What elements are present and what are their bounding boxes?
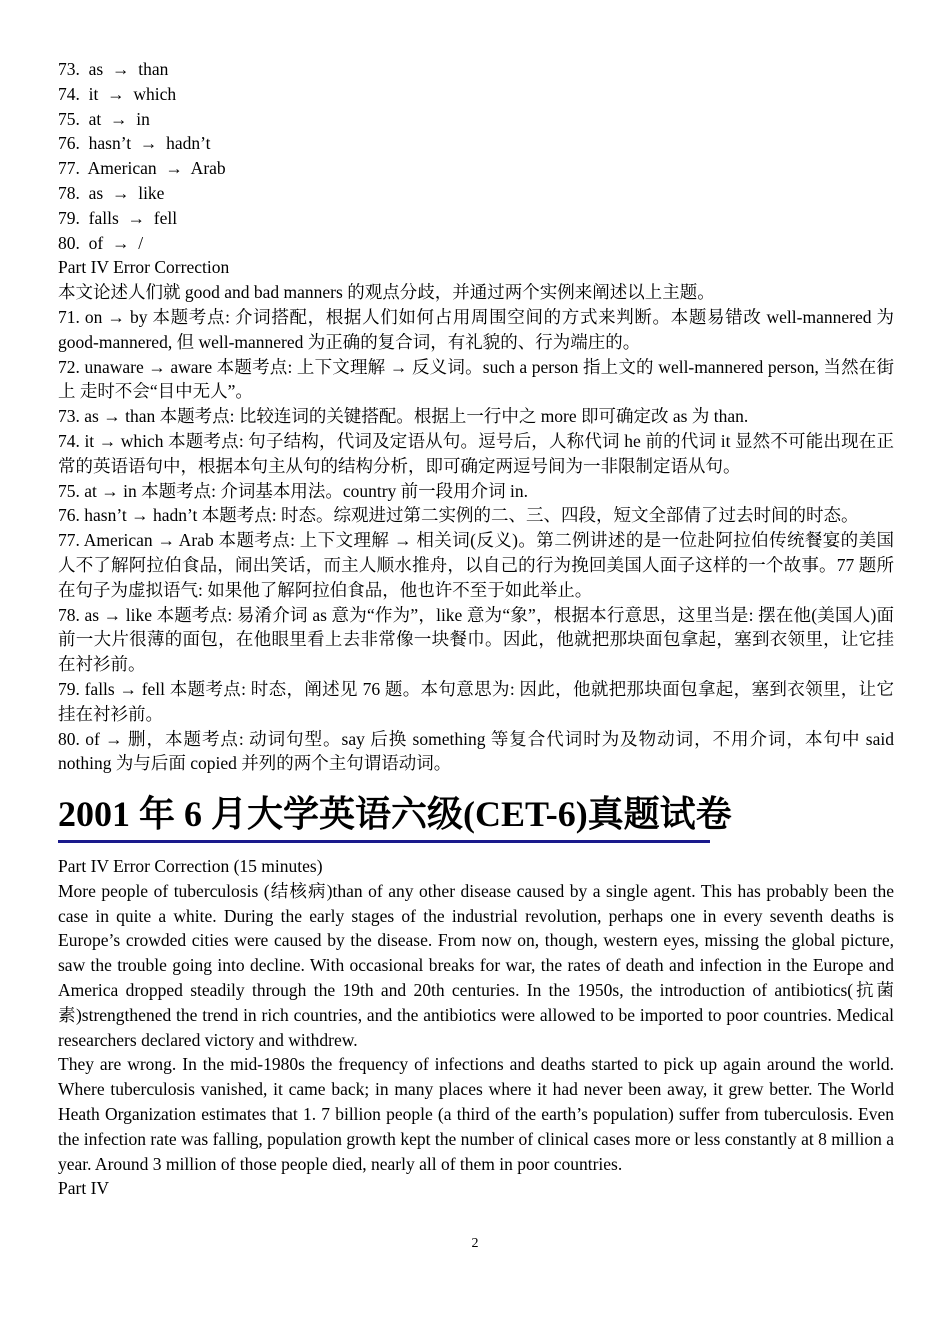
passage-paragraph: More people of tuberculosis (结核病)than of any other disease caused by a single agent. This has probably been the case in quite a white. During the early stages of the industrial revolution, perhaps one in every seventh deaths is Europe’s crowded cities were caused by the disease. From now on, though, western eyes, missing the global picture, saw the trouble going into decline. With occasional breaks for war, the rates of death and infection in the Europe and America dropped steadily through the 19th and 20th centuries. In the 1950s, the introduction of antibiotics(抗菌素)strengthened the trend in rich countries, and the antibiotics were allowed to be imported to poor countries. Medical researchers declared victory and withdrew.	[58, 880, 894, 1050]
answer-line: 76. hasn’t → hadn’t	[58, 133, 211, 154]
answer-line: 75. at → in	[58, 108, 150, 129]
answer-line: 73. as → than	[58, 59, 169, 79]
answer-line: 80. of → /	[58, 232, 144, 253]
exam-passage-section	[58, 854, 894, 1201]
answer-line: 78. as → like	[58, 182, 165, 203]
page-number: 2	[471, 1236, 479, 1251]
explanation-item: 75. at → in 本题考点: 介词基本用法。country 前一段用介词 in.	[58, 480, 529, 501]
explanation-item: 76. hasn’t → hadn’t 本题考点: 时态。综观进过第二实例的二、三、四段，短文全部倩了过去时间的时态。	[58, 505, 859, 526]
explanation-item: 79. falls → fell 本题考点: 时态，阐述见 76 题。本句意思为: 因此，他就把那块面包拿起，塞到衣领里，让它挂在衬衫前。	[58, 678, 894, 724]
section-heading: Part IV Error Correction	[58, 257, 230, 278]
explanation-item: 74. it → which 本题考点: 句子结构，代词及定语从句。逗号后，人称代词 he 前的代词 it 显然不可能出现在正常的英语语句中，根据本句主从句的结构分析，即可确定两逗号间为一非限制定语从句。	[58, 430, 894, 476]
exam-title: 2001 年 6 月大学英语六级(CET-6)真题试卷	[58, 792, 710, 843]
explanation-item: 72. unaware → aware 本题考点: 上下文理解 → 反义词。such a person 指上文的 well-mannered person, 当然在街上 走时不会“目中无人”。	[58, 356, 894, 402]
passage-paragraph: They are wrong. In the mid-1980s the frequency of infections and deaths started to pick up again around the world. Where tuberculosis vanished, it came back; in many places where it had never been away, it grew better. The World Heath Organization estimates that 1. 7 billion people (a third of the earth’s population) suffer from tuberculosis. Even the infection rate was falling, population growth kept the number of clinical cases more or less constantly at 8 million a year. Around 3 million of those people died, nearly all of them in poor countries.	[58, 1054, 894, 1174]
explanation-item: 77. American → Arab 本题考点: 上下文理解 → 相关词(反义)。第二例讲述的是一位赴阿拉伯传统餐宴的美国人不了解阿拉伯食品，闹出笑话，而主人顺水推舟，以自己的行为挽回美国人面子这样的一个故事。77 题所在句子为虚拟语气: 如果他了解阿拉伯食品，他也许不至于如此举止。	[58, 530, 894, 600]
answer-line: 79. falls → fell	[58, 207, 178, 228]
explanation-item: 80. of → 删，本题考点: 动词句型。say 后换 something 等复合代词时为及物动词，不用介词，本句中 said nothing 为与后面 copied 并列的两个主句谓语动词。	[58, 728, 894, 774]
part-heading: Part IV Error Correction (15 minutes)	[58, 856, 323, 876]
explanation-item: 73. as → than 本题考点: 比较连词的关键搭配。根据上一行中之 more 即可确定改 as 为 than.	[58, 406, 749, 427]
trailing-heading: Part IV	[58, 1178, 110, 1199]
section-intro: 本文论述人们就 good and bad manners 的观点分歧，并通过两个实例来阐述以上主题。	[58, 282, 715, 303]
explanation-item: 78. as → like 本题考点: 易淆介词 as 意为“作为”，like 意为“象”，根据本行意思，这里当是: 摆在他(美国人)面前一大片很薄的面包，在他眼里看上去非常像一块餐巾。因此，他就把那块面包拿起，塞到衣领里，让它挂在衬衫前。	[58, 604, 894, 675]
answer-line: 77. American → Arab	[58, 158, 226, 179]
answer-line: 74. it → which	[58, 83, 177, 104]
explanation-item: 71. on → by 本题考点: 介词搭配，根据人们如何占用周围空间的方式来判断。本题易错改 well-mannered 为 good-mannered, 但 well-mannered 为正确的复合词，有礼貌的、行为端庄的。	[58, 306, 894, 352]
answer-key-section	[58, 57, 894, 776]
